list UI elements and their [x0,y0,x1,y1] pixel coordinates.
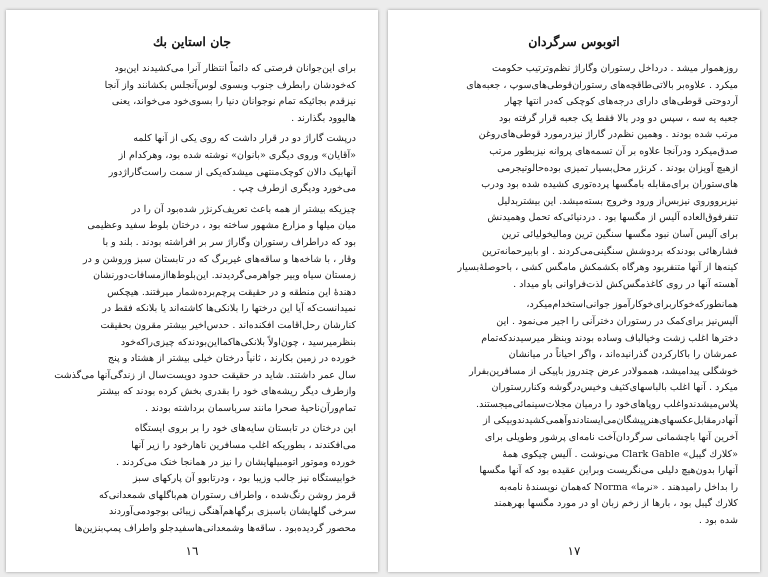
paragraph [28,421,356,537]
text-line: آخرین آنها باچشمانی سرگردان‌آخت نامه‌ای پرشور وطویلی برای [484,432,738,444]
text-line: زمستان سیاه و‌بیر جواهر‌می‌گردیدند. این‌بلوط‌ها‌از‌مسافات‌دور‌نشان [93,270,356,282]
page-header: اتوبوس سرگردان [528,34,620,49]
text-line: می‌خورد و‌دیگری ازطرف چپ . [232,183,356,195]
text-line: نمیدانست‌که آیا این درختها را بلانکی‌ها کاشته‌اند یا بلانکه فقط در [102,303,356,315]
page-number: ١٧ [567,544,581,558]
text-line: سرخی گلهایشان باسبزی برگها‌هم‌آهنگی زیبائی بوجود‌می‌آوردند [109,506,356,518]
text-line: دهندهٔ این منطقه و در حقیقت پرچم‌برده‌شمار میرفتند. هیچکس [107,286,356,298]
text-line: این درختان در تابستان سایه‌های خود را بر بروی ایستگاه [134,423,356,435]
text-line: آنها‌در‌مقابل‌عکسهای‌هنرپیشگان‌می‌ایستادند‌و‌آهمی‌کشیدند‌وبیکی از [483,415,738,427]
text-line: کنارشان رحل‌اقامت افکنده‌اند . حدس‌اخیر بیشتر مقرون بحقیقت [100,319,356,331]
text-line: صدق‌میکرد ودرآنجا علاوه بر آن تسمه‌های پروانه نیز‌بطور مرتب [489,145,738,157]
text-line: که‌خودشان را‌بطرف جنوب و‌بسوی لوس‌آنجلس بکشانند و‌از آنجا [104,79,356,91]
text-line: چیزیکه بیشتر از همه باعث تعریف‌کرنژر شده‌بود آن را در [131,203,356,215]
text-line: نیز‌برو‌وروی نیزبس‌از ورود وخروج بسته‌میشد. این بیشتر‌بدلیل [497,195,738,207]
text-line: خورده در زمین بکارند ، ثانیاً درختان خیلی بیشتر از هشتاد و پنج [107,353,356,365]
text-line: میان میلها و مزارع مشهور ساخته بود ، درختان بلوط سفید وعظیمی [87,220,356,232]
text-line: تنفر‌فوق‌العاده آلیس از مگسها بود . درد‌نیائی‌که تحمل و‌همیدنش [487,212,738,224]
text-line: نیز‌قدم بجائیکه تمام نوجوانان دنیا را بسوی‌خود می‌خواند، یعنی [111,96,356,108]
text-line: عمرشان را باکار‌کردن گذرانیده‌اند ، و‌اگر احیاناً در میانشان [508,349,738,361]
text-line: برای آلیس آسان نبود مگسها سنگین ترین و‌مالیخولیائی ترین [501,228,738,240]
page-header: جان استاین بك [153,34,231,49]
text-line: آنها‌را بدون‌هیچ دلیلی می‌نگریست و‌براین عقیده بود که آنها مگسها [479,465,738,477]
text-line: درپشت گاراژ دو در قرار داشت که روی یکی از آنها کلمه [133,133,356,145]
text-line: هما‌نطور‌که‌خوکار‌برای‌خوکار‌آموز جوانی‌استخدام‌میکرد، [526,299,738,311]
paragraph [28,131,356,197]
text-line: وقار ، با شاخه‌ها و ساقه‌های غیر‌برگ که در تابستان سبز ورو‌شن و در [82,253,356,265]
left-page [6,10,378,572]
text-line: دختر‌ها اغلب زشت وخیالباف وساده بودند وبنظر میرسیدند‌که‌تمام [481,332,738,344]
right-page [388,10,760,572]
text-line: آرد‌وحتی قوطی‌های دارای درجه‌های کوچکی که‌در انتها چهار [504,96,738,108]
text-line: کلارك گیبل بود ، بارها از زخم زبان او در مورد مگسها بهرهمند [493,498,738,510]
text-line: روز‌هموار میشد . درداخل رستوران وگاراژ نظم‌وترتیب حکومت [492,63,738,74]
text-line: بنظر‌میرسید ، چون‌اولاً بلانکی‌ها‌کما‌این‌بودند‌که چیزی‌را‌که‌خود [120,336,356,348]
text-line: مرتب شده بودند . وهمین نظم‌در‌ گاراژ نیز‌در‌مورد قوطی‌های‌روغن [478,129,738,141]
paragraph [28,202,356,418]
text-line: محصور گردیده‌بود . ساقه‌ها وشمعدانی‌ها‌سفید‌جلو واطراف پمپ‌بنزین‌ها [74,523,356,535]
text-line: آلیس‌نیز برای‌کمک در رستوران دختر‌آ‌نی را اجیر می‌نمود . این [496,315,738,327]
text-line: جعبه یه سه ، سپس دو ودر بالا فقط یک جعبه قرار گرفته بود [499,112,738,124]
text-line: آهسته آنها در روی کاغذ‌مگس‌کش لذت‌فراوانی باو میداد . [513,278,738,290]
text-line: بود که دراطراف رستوران وگاراژ سر بر افراشته بودند . بلند و با [102,236,356,248]
text-line: خوابیستگاه نیز جالب وزیبا بود ، ودرتابوو آن پارکها‌ی سبز [132,473,356,485]
text-line: برای این‌جوانان فرصتی که داثماً انتظار آنرا می‌کشیدند این‌بود [114,63,356,74]
text-line: خوشگلی پیدا‌میشد، هممولادر عرض چندروز باپیکی از مسافرین‌بفرار [469,365,738,377]
text-line: آنها‌بیک دالان کوچک‌منتهی میشد‌که‌یکی از سمت راست‌گاراژ‌دور [108,166,356,178]
text-line: میکرد . علاوه‌بر بالاتی‌طاقچه‌های رستوران‌قوطی‌های‌سوپ ، جعبه‌های [466,79,738,91]
text-line: میکرد . آنها اغلب بالباسهای‌کثیف وخیس‌در‌گوشه وکنار‌رستوران [491,382,738,394]
page-body [410,61,738,530]
text-line: وازطرف دیگر ریشه‌های خود را بقدری بخش کرده بودند که بیشتر [97,386,356,398]
text-line: های‌ستوران برای‌مقابله بامگسها پرده‌توری کشیده شده‌ بود ودرب [481,179,738,191]
text-line: تمام‌ورآن‌ناحیهٔ صحرا مانند سر‌باسمان برداشته بودند . [145,402,356,414]
page-number: ١٦ [185,544,199,558]
text-line: قرمز روشن رنگ‌شده ، واطراف رستوران هم‌باگلهای شمعدانی‌که [99,489,356,501]
text-line: «آقایان» وروی دیگری «بانوان» نوشته شده بود، وهر‌کدام از [118,149,356,161]
text-line: خورده وموتور اتومبیلهایشان را نیز در همانجا خنک می‌کردند . [115,456,356,468]
page-body [28,61,356,538]
paragraph [410,61,738,293]
text-line: را بداخل را‌میدهند . «نرما» Norma که‌همان نویسندهٔ نامه‌به [499,481,738,493]
text-line: شده بود . [698,515,738,527]
paragraph [28,61,356,127]
text-line: کینه‌ها از آنها متنفر‌بود و‌هرگاه بکشمکش مامگس کشی ، باحوصلهٔ‌بسیار [457,262,738,274]
text-line: سال عمر داشتند. شاید در حقیقت حدود دویست‌سال از زندگی‌آنها می‌گذشت [54,369,356,381]
text-line: پلاس‌میشدند‌واغلب روپاهای‌خود را درمیان مجلات‌سینمائی‌میجستند. [476,398,738,410]
text-line: ازهیچ آویزان بودند . کرنژر محل‌بسیار تمیزی بوده‌حالوتیجرمی [497,162,738,174]
paragraph [410,297,738,529]
text-line: هالیوود بگذارند . [291,112,356,124]
text-line: می‌افکندند ، بطوریکه اغلب مسافرین ناهارخود را زیر آنها [131,440,356,452]
text-line: فشارهائی بودندکه برد‌وشش سنگینی‌می‌کردند . او بابیرحما‌نه‌ترین [481,245,738,257]
text-line: «کلارك گیبل» Clark Gable می‌نوشت . آلیس چیکوی همهٔ [502,448,738,460]
